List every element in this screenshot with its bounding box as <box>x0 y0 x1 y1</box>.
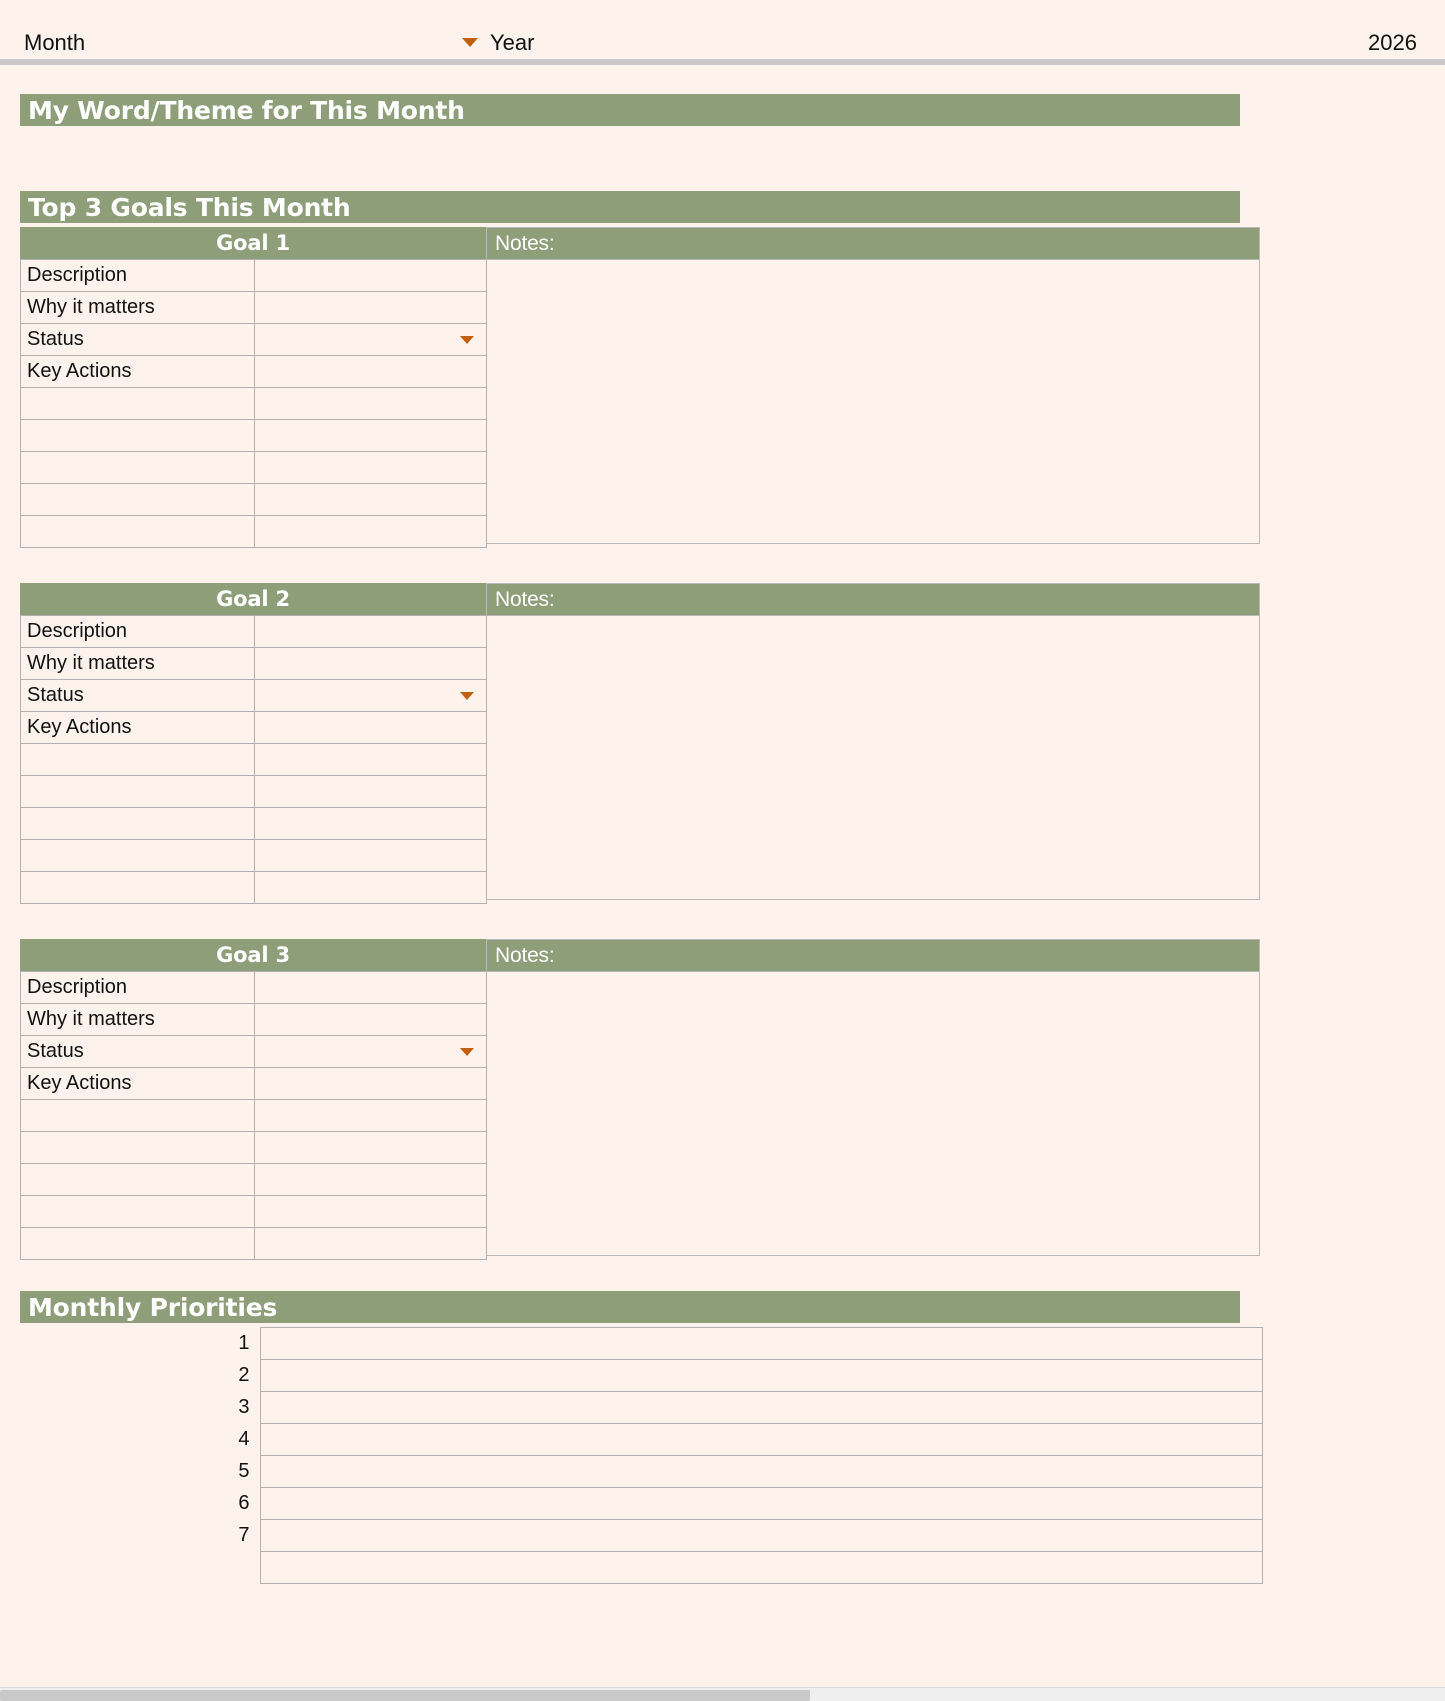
year-label: Year <box>490 30 535 55</box>
table-row <box>21 840 487 872</box>
goal-1-notes-area[interactable] <box>486 259 1260 544</box>
table-row <box>21 1196 487 1228</box>
goal-3-row-5-label <box>21 1132 255 1164</box>
goal-2-row-4-value[interactable] <box>255 744 487 776</box>
goal-3-row-0-label: Description <box>21 972 255 1004</box>
table-row <box>21 872 487 904</box>
goal-3-row-6-label <box>21 1164 255 1196</box>
goal-2-status-value[interactable] <box>255 680 487 712</box>
goal-3-row-2-label: Status <box>21 1036 255 1068</box>
goal-2-row-6-value[interactable] <box>255 808 487 840</box>
goal-3-row-7-label <box>21 1196 255 1228</box>
goal-2-row-5-label <box>21 776 255 808</box>
horizontal-scrollbar[interactable] <box>0 1687 1445 1701</box>
goal-3-row-1-value[interactable] <box>255 1004 487 1036</box>
list-item <box>20 1424 1262 1456</box>
goal-3-row-6-value[interactable] <box>255 1164 487 1196</box>
priority-6-input[interactable] <box>260 1488 1262 1520</box>
goal-2-row-5-value[interactable] <box>255 776 487 808</box>
goal-2-table <box>20 615 487 904</box>
goal-1-row-7-label <box>21 484 255 516</box>
priority-3-input[interactable] <box>260 1392 1262 1424</box>
priority-8-number <box>20 1552 260 1584</box>
table-row <box>21 260 487 292</box>
table-row <box>21 484 487 516</box>
goal-1-row-3-label: Key Actions <box>21 356 255 388</box>
priority-4-number: 4 <box>20 1424 260 1456</box>
goal-2-row-4-label <box>21 744 255 776</box>
goal-1-row-4-value[interactable] <box>255 388 487 420</box>
goal-1-row-6-label <box>21 452 255 484</box>
goal-1-title: Goal 1 <box>20 227 486 259</box>
table-row <box>21 1004 487 1036</box>
table-row <box>21 1132 487 1164</box>
priority-2-number: 2 <box>20 1360 260 1392</box>
table-row <box>21 1100 487 1132</box>
goal-3-notes-header: Notes: <box>486 939 1260 971</box>
list-item <box>20 1392 1262 1424</box>
table-row <box>21 1036 487 1068</box>
goal-1-row-3-value[interactable] <box>255 356 487 388</box>
table-row <box>21 292 487 324</box>
horizontal-scrollbar-thumb[interactable] <box>0 1690 810 1701</box>
top-bar <box>0 0 1445 62</box>
goal-3-row-0-value[interactable] <box>255 972 487 1004</box>
table-row <box>21 744 487 776</box>
year-value[interactable]: 2026 <box>1368 30 1417 55</box>
table-row <box>21 712 487 744</box>
list-item <box>20 1360 1262 1392</box>
top-bar-divider <box>0 59 1445 65</box>
priority-3-number: 3 <box>20 1392 260 1424</box>
table-row <box>21 648 487 680</box>
list-item <box>20 1328 1262 1360</box>
goal-2-notes-area[interactable] <box>486 615 1260 900</box>
priority-7-input[interactable] <box>260 1520 1262 1552</box>
table-row <box>21 972 487 1004</box>
goal-2-row-0-label: Description <box>21 616 255 648</box>
goal-3-status-dropdown-caret-icon[interactable] <box>460 1048 474 1056</box>
goal-3-row-8-value[interactable] <box>255 1228 487 1260</box>
section-header-monthly-priorities: Monthly Priorities <box>20 1291 1240 1323</box>
goal-2-row-2-label: Status <box>21 680 255 712</box>
goal-3-row-7-value[interactable] <box>255 1196 487 1228</box>
priority-4-input[interactable] <box>260 1424 1262 1456</box>
goal-1-notes-header: Notes: <box>486 227 1260 259</box>
goal-1-row-7-value[interactable] <box>255 484 487 516</box>
goal-3-row-1-label: Why it matters <box>21 1004 255 1036</box>
priorities-table <box>20 1327 1263 1584</box>
goal-1-row-5-label <box>21 420 255 452</box>
goal-2-row-1-value[interactable] <box>255 648 487 680</box>
goal-1-row-6-value[interactable] <box>255 452 487 484</box>
priority-6-number: 6 <box>20 1488 260 1520</box>
priority-7-number: 7 <box>20 1520 260 1552</box>
goal-3-row-4-label <box>21 1100 255 1132</box>
section-header-top-goals: Top 3 Goals This Month <box>20 191 1240 223</box>
goal-1-row-0-value[interactable] <box>255 260 487 292</box>
goal-2-title: Goal 2 <box>20 583 486 615</box>
goal-1-row-8-label <box>21 516 255 548</box>
goal-2-row-8-value[interactable] <box>255 872 487 904</box>
priority-1-number: 1 <box>20 1328 260 1360</box>
table-row <box>21 1164 487 1196</box>
priority-5-number: 5 <box>20 1456 260 1488</box>
priority-2-input[interactable] <box>260 1360 1262 1392</box>
goal-1-row-2-label: Status <box>21 324 255 356</box>
goal-1-table <box>20 259 487 548</box>
goal-3-notes-area[interactable] <box>486 971 1260 1256</box>
goal-2-row-7-label <box>21 840 255 872</box>
goal-3-table <box>20 971 487 1260</box>
table-row <box>21 516 487 548</box>
table-row <box>21 388 487 420</box>
goal-2-row-3-label: Key Actions <box>21 712 255 744</box>
goal-1-status-value[interactable] <box>255 324 487 356</box>
table-row <box>21 420 487 452</box>
goal-3-row-5-value[interactable] <box>255 1132 487 1164</box>
table-row <box>21 616 487 648</box>
goal-2-status-dropdown-caret-icon[interactable] <box>460 692 474 700</box>
goal-1-row-8-value[interactable] <box>255 516 487 548</box>
table-row <box>21 776 487 808</box>
goal-3-row-8-label <box>21 1228 255 1260</box>
month-label: Month <box>24 30 86 55</box>
goal-2-row-6-label <box>21 808 255 840</box>
goal-1-row-1-label: Why it matters <box>21 292 255 324</box>
list-item <box>20 1456 1262 1488</box>
list-item <box>20 1552 1262 1584</box>
goal-2-row-3-value[interactable] <box>255 712 487 744</box>
goal-1-row-1-value[interactable] <box>255 292 487 324</box>
goal-1-row-4-label <box>21 388 255 420</box>
goal-2-row-8-label <box>21 872 255 904</box>
table-row <box>21 1228 487 1260</box>
table-row <box>21 680 487 712</box>
table-row <box>21 1068 487 1100</box>
month-dropdown-caret-icon[interactable] <box>462 38 478 47</box>
section-header-word-theme: My Word/Theme for This Month <box>20 94 1240 126</box>
table-row <box>21 452 487 484</box>
goal-1-row-5-value[interactable] <box>255 420 487 452</box>
priority-5-input[interactable] <box>260 1456 1262 1488</box>
priority-8-input[interactable] <box>260 1552 1262 1584</box>
goal-3-status-value[interactable] <box>255 1036 487 1068</box>
list-item <box>20 1488 1262 1520</box>
table-row <box>21 356 487 388</box>
goal-3-title: Goal 3 <box>20 939 486 971</box>
goal-2-row-0-value[interactable] <box>255 616 487 648</box>
table-row <box>21 808 487 840</box>
goal-3-row-3-label: Key Actions <box>21 1068 255 1100</box>
goal-3-row-4-value[interactable] <box>255 1100 487 1132</box>
goal-2-row-1-label: Why it matters <box>21 648 255 680</box>
priority-1-input[interactable] <box>260 1328 1262 1360</box>
goal-1-status-dropdown-caret-icon[interactable] <box>460 336 474 344</box>
table-row <box>21 324 487 356</box>
list-item <box>20 1520 1262 1552</box>
goal-2-row-7-value[interactable] <box>255 840 487 872</box>
goal-1-row-0-label: Description <box>21 260 255 292</box>
goal-2-notes-header: Notes: <box>486 583 1260 615</box>
goal-3-row-3-value[interactable] <box>255 1068 487 1100</box>
